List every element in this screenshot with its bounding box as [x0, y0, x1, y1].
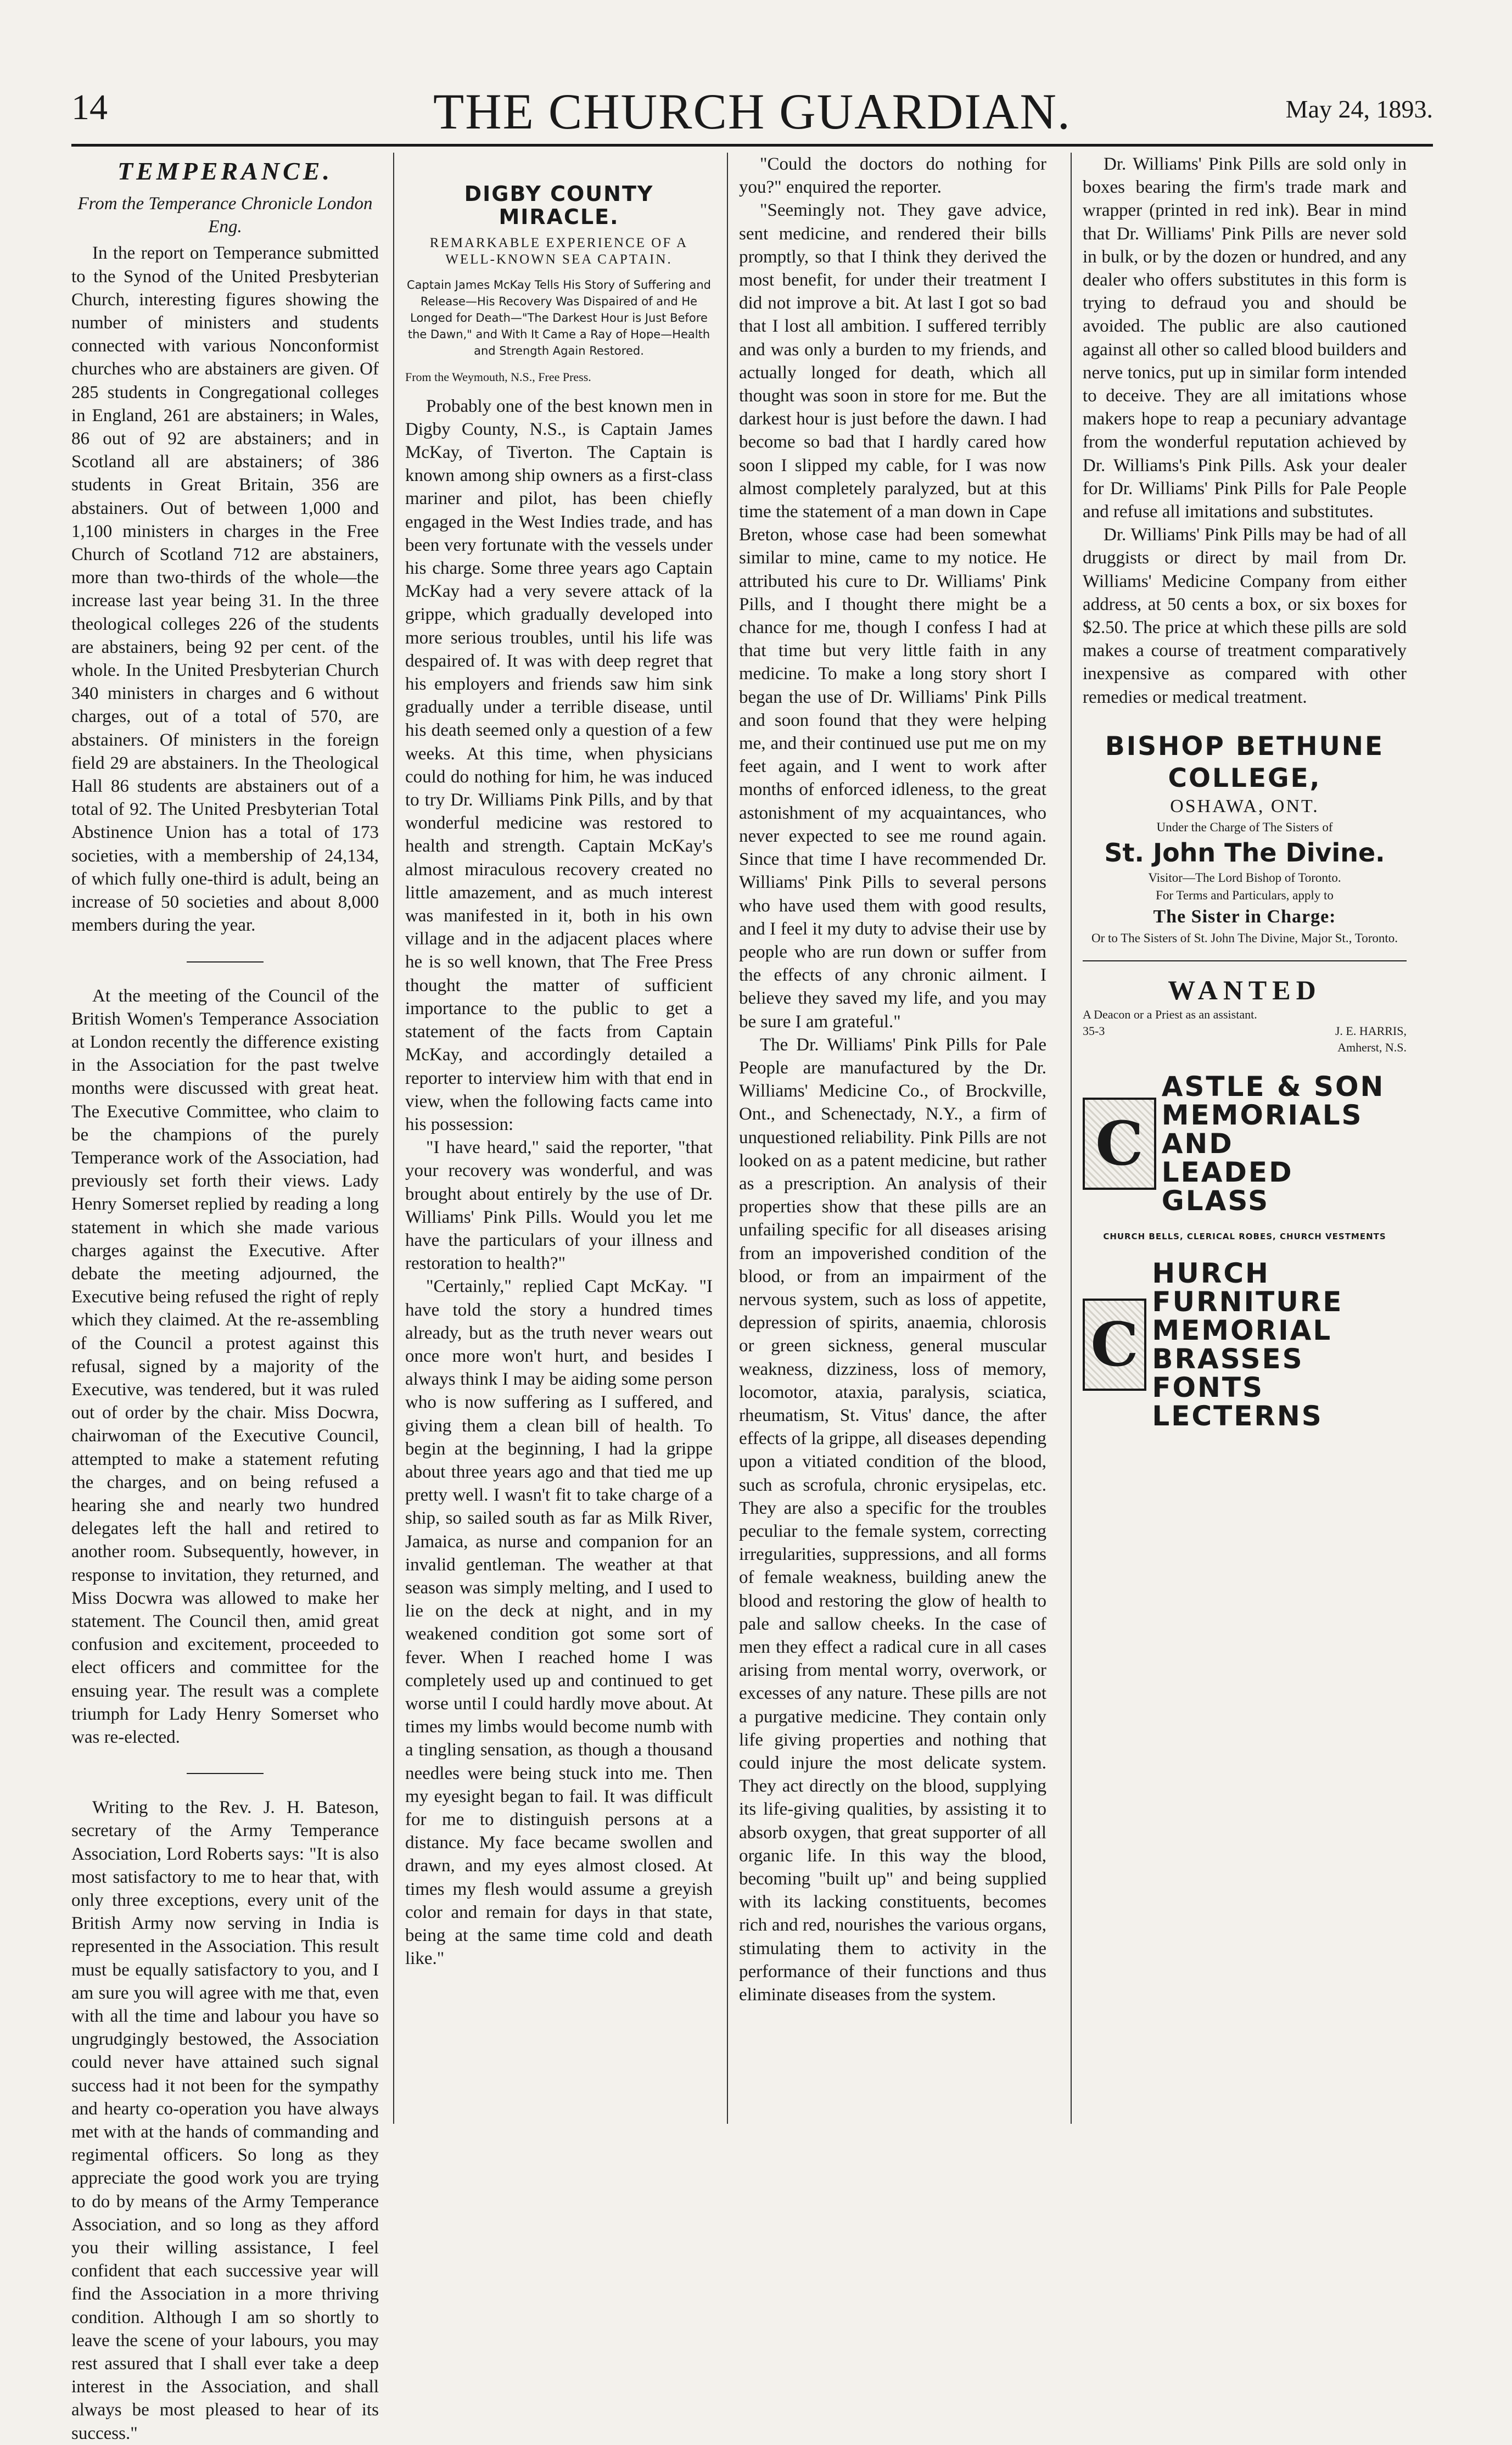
digby-paragraph: The Dr. Williams' Pink Pills for Pale People are manufactured by the Dr. Williams' Medicine Co., of Brockville, Ont., and Schenectady, N.Y., a firm of unquestioned reliability. Pink Pills are not looked on as a patent medicine, but rather as a prescription. An analysis of their properties show that these pills are an unfailing specific for all diseases arising from an impoverished condition of the blood, or from an impairment of the nervous system, such as loss of appetite, depression of spirits, anaemia, chlorosis or green sickness, general muscular weakness, dizziness, loss of memory, locomotor, ataxia, paralysis, sciatica, rheumatism, St. Vitus' dance, the after effects of la grippe, all diseases depending upon a vitiated condition of the blood, such as scrofula, chronic erysipelas, etc. They are also a specific for the troubles peculiar to the female system, correcting irregularities, suppressions, and all forms of female weakness, building anew the blood and restoring the glow of health to pale and sallow cheeks. In the case of men they effect a radical cure in all cases arising from mental worry, overwork, or excesses of any nature. These pills are not a purgative medicine. They contain only life giving properties and nothing that could injure the most delicate system. They act directly on the blood, supplying its life-giving qualities, by assisting it to absorb oxygen, that great supporter of all organic life. In this way the blood, becoming "built up" and being supplied with its lacking constituents, becomes rich and red, nourishes the various organs, stimulating them to activity in the performance of their functions and thus eliminate diseases from the system. [739, 1034, 1046, 2005]
column-divider [393, 153, 394, 2124]
digby-source: From the Weymouth, N.S., Free Press. [405, 370, 591, 384]
section-rule [187, 961, 264, 963]
castle-lines [1162, 1072, 1407, 1215]
temperance-source: From the Temperance Chronicle London Eng. [77, 194, 373, 237]
issue-date: May 24, 1893. [1285, 95, 1433, 123]
temperance-paragraph: At the meeting of the Council of the British Women's Temperance Association at London recently the difference existing in the Association for the past twelve months were discussed with great heat. The Executive Committee, who claim to be the champions of the purely Temperance work of the Association, had previously set forth their views. Lady Henry Somerset replied by reading a long statement in which she made various charges against the Executive. After debate the meeting adjourned, the Executive being refused the right of reply which they claimed. At the re-assembling of the Council a protest against this refusal, signed by a majority of the Executive, was tendered, but it was ruled out of order by the chair. Miss Docwra, chairwoman of the Executive Council, attempted to make a statement refuting the charges, and on being refused a hearing she and nearly two hundred delegates left the hall and retired to another room. Subsequently, however, in response to invitation, they returned, and Miss Docwra was allowed to make her statement. The Council then, amid great confusion and excitement, proceeded to elect officers and committee for the ensuing year. The result was a complete triumph for Lady Henry Somerset who was re-elected. [71, 986, 379, 1747]
digby-deck: Captain James McKay Tells His Story of Suffering and Release—His Recovery Was Dispaired of and He Longed for Death—"The Darkest Hour is Just Before the Dawn," and With It Came a Ray of Hope—Health and Strength Again Restored. [407, 278, 711, 358]
newspaper-title: THE CHURCH GUARDIAN. [433, 83, 1071, 139]
digby-paragraph: "I have heard," said the reporter, "that your recovery was wonderful, and was brought about entirely by the use of Dr. Williams' Pink Pills. Would you let me have the particulars of your illness and restoration to health?" [405, 1138, 713, 1274]
wanted-place: Amherst, N.S. [1337, 1040, 1407, 1054]
castle-tagline: CHURCH BELLS, CLERICAL ROBES, CHURCH VESTMENTS [1103, 1231, 1386, 1241]
ornamental-initial-c-icon: C [1083, 1299, 1146, 1391]
column-3 [739, 153, 1046, 2129]
column-divider [1071, 153, 1072, 2124]
castle-ad-block-2 [1083, 1257, 1407, 1433]
digby-heading: DIGBY COUNTY MIRACLE. [464, 182, 654, 230]
wanted-code: 35-3 [1083, 1023, 1105, 1038]
castle-line: HURCH FURNITURE [1152, 1257, 1343, 1318]
castle-ad-block-1 [1083, 1072, 1407, 1215]
digby-paragraph: "Could the doctors do nothing for you?" enquired the reporter. [739, 154, 1046, 198]
digby-paragraph: Dr. Williams' Pink Pills are sold only in boxes bearing the firm's trade mark and wrapper (printed in red ink). Bear in mind that Dr. Williams' Pink Pills are never sold in bulk, or by the dozen or hundred, and any dealer who offers substitutes in this form is trying to defraud you and should be avoided. The public are also cautioned against all other so called blood builders and nerve tonics, put up in similar form intended to deceive. They are all imitations whose makers hope to reap a pecuniary advantage from the wonderful reputation achieved by Dr. Williams's Pink Pills. Ask your dealer for Dr. Williams' Pink Pills for Pale People and refuse all imitations and substitutes. [1083, 154, 1407, 522]
column-1 [71, 153, 379, 2443]
bethune-or-line: Or to The Sisters of St. John The Divine, Major St., Toronto. [1091, 931, 1398, 945]
bethune-charge-line: Under the Charge of The Sisters of [1156, 820, 1333, 834]
digby-subheading: REMARKABLE EXPERIENCE OF A WELL-KNOWN SEA CAPTAIN. [429, 236, 688, 267]
wanted-ad [1083, 973, 1407, 1056]
castle-line: MEMORIALS AND [1161, 1099, 1363, 1160]
castle-line: FONTS LECTERNS [1152, 1372, 1323, 1433]
column-4 [1083, 153, 1407, 2129]
wanted-line [1083, 1006, 1407, 1023]
wanted-text: A Deacon or a Priest as an assistant. [1083, 1007, 1257, 1021]
wanted-contact [1335, 1023, 1407, 1056]
bethune-contact: The Sister in Charge: [1153, 906, 1336, 927]
castle-lines [1152, 1257, 1407, 1433]
ornamental-initial-c-icon: C [1083, 1098, 1156, 1190]
wanted-signature [1083, 1023, 1407, 1056]
castle-line: ASTLE & SON [1161, 1070, 1385, 1103]
wanted-name: J. E. HARRIS, [1335, 1023, 1407, 1038]
wanted-title: WANTED [1168, 974, 1321, 1005]
digby-paragraph: "Seemingly not. They gave advice, sent medicine, and rendered their bills promptly, so that I think they derived the most benefit, for under their treatment I did not improve a bit. At last I got so bad that I lost all ambition. I suffered terribly and was only a burden to my friends, and actually longed for death, which all thought was soon in store for me. But the darkest hour is just before the dawn. I had become so bad that I hardly cared how soon I slipped my cable, for I was now almost completely paralyzed, but at this time the statement of a man down in Cape Breton, whose case had been somewhat similar to mine, came to my notice. He attributed his cure to Dr. Williams' Pink Pills, and I thought there might be a chance for me, though I confess I had at that time but very little faith in any medicine. To make a long story short I began the use of Dr. Williams' Pink Pills and soon found that they were helping me, and their continued use put me on my feet again, and I went to work after months of enforced idleness, to the great astonishment of my acquaintances, who never expected to see me round again. Since that time I have recommended Dr. Williams' Pink Pills to several persons who have used them with good results, and I feel it my duty to advise their use by people who are run down or suffer from the effects of any chronic ailment. I believe they saved my life, and you may be sure I am grateful." [739, 200, 1046, 1032]
castle-line: MEMORIAL BRASSES [1152, 1314, 1332, 1375]
column-2 [405, 153, 713, 2129]
bethune-terms: For Terms and Particulars, apply to [1156, 888, 1334, 902]
ad-rule [1083, 960, 1407, 961]
temperance-paragraph: Writing to the Rev. J. H. Bateson, secretary of the Army Temperance Association, Lord Roberts says: "It is also most satisfactory to me to hear that, with only three exceptions, every unit of the British Army now serving in India is represented in the Association. This result must be equally satisfactory to you, and I am sure you will agree with me that, even with all the time and labour you have so ungrudgingly bestowed, the Association could never have attained such signal success had it not been for the sympathy and hearty co-operation you have always met with at the hands of commanding and regimental officers. So long as they appreciate the good work you are trying to do by means of the Army Temperance Association, and so long as they afford you their willing assistance, I feel confident that each successive year will find the Association in a more thriving condition. Although I am so shortly to leave the scene of your labours, you may rest assured that I shall ever take a deep interest in the Association, and shall always be most pleased to hear of its success." [71, 1798, 379, 2443]
digby-paragraph: "Certainly," replied Capt McKay. "I have told the story a hundred times already, but as the truth never wears out once more won't hurt, and besides I always think I may be aiding some person who is now suffering as I suffered, and giving them a clean bill of health. To begin at the beginning, I had la grippe about three years ago and that tied me up pretty well. I wasn't fit to take charge of a ship, so sailed south as far as Milk River, Jamaica, as nurse and companion for an invalid gentleman. The weather at that season was simply melting, and I used to lie on the deck at night, and in my weakened condition got some sort of fever. When I reached home I was completely used up and continued to get worse until I could hardly move about. At times my limbs would become numb with a tingling sensation, as though a thousand needles were being stuck into me. Then my eyesight began to fail. It was difficult for me to distinguish persons at a distance. My face became swollen and drawn, and my eyes almost closed. At times my flesh would assume a greyish color and remain for days in that state, being at the same time cold and death like." [405, 1277, 713, 1969]
castle-line: LEADED GLASS [1161, 1156, 1293, 1217]
bethune-saint: St. John The Divine. [1104, 837, 1385, 868]
bethune-college-ad [1083, 731, 1407, 947]
digby-paragraph: Dr. Williams' Pink Pills may be had of all druggists or direct by mail from Dr. Williams' Medicine Company from either address, at 50 cents a box, or six boxes for $2.50. The price at which these pills are sold makes a course of treatment comparatively inexpensive as compared with other remedies or medical treatment. [1083, 525, 1407, 707]
bethune-visitor: Visitor—The Lord Bishop of Toronto. [1148, 870, 1341, 885]
bethune-name: BISHOP BETHUNE COLLEGE, [1105, 731, 1385, 793]
masthead [71, 82, 1433, 143]
column-divider [727, 153, 728, 2124]
bethune-place: OSHAWA, ONT. [1170, 796, 1319, 816]
page-number: 14 [71, 87, 108, 127]
temperance-heading: TEMPERANCE. [117, 157, 333, 185]
section-rule [187, 1773, 264, 1774]
masthead-rule [71, 144, 1433, 147]
digby-paragraph: Probably one of the best known men in Digby County, N.S., is Captain James McKay, of Tiverton. The Captain is known among ship owners as a first-class mariner and pilot, has been chiefly engaged in the West Indies trade, and has been very fortunate with the vessels under his charge. Some three years ago Captain McKay had a very severe attack of la grippe, which gradually developed into more serious troubles, until his life was despaired of. It was with deep regret that his employers and friends saw him sink gradually under a terrible disease, until his death seemed only a question of a few weeks. At this time, when physicians could do nothing for him, he was induced to try Dr. Williams Pink Pills, and by that wonderful medicine was restored to health and strength. Captain McKay's almost miraculous recovery created no little amazement, and as much interest was manifested in it, both in his own village and in the adjacent places where he is so well known, that The Free Press thought the matter of sufficient importance to the public to get a statement of the facts from Captain McKay, and accordingly detailed a reporter to interview him with that end in view, when the following facts came into his possession: [405, 396, 713, 1134]
temperance-paragraph: In the report on Temperance submitted to the Synod of the United Presbyterian Church, interesting figures showing the number of ministers and students connected with various Nonconformist churches who are abstainers are given. Of 285 students in Congregational colleges in England, 261 are abstainers; in Wales, 86 out of 92 are abstainers; and in Scotland all are abstainers; of 386 students in Great Britain, 356 are abstainers. Out of between 1,000 and 1,100 ministers in charges in the Free Church of Scotland 712 are abstainers, more than two-thirds of the whole—the increase last year being 31. In the three theological colleges 226 of the students are abstainers, being 92 per cent. of the whole. In the United Presbyterian Church 340 ministers in charges and 6 without charges, out of a total of 570, are abstainers. Of ministers in the foreign field 29 are abstainers. In the Theological Hall 86 students are abstainers out of a total of 92. The United Presbyterian Total Abstinence Union has a total of 173 societies, with a membership of 24,134, of which fully one-third is adult, being an increase of 50 societies and about 8,000 members during the year. [71, 243, 379, 936]
